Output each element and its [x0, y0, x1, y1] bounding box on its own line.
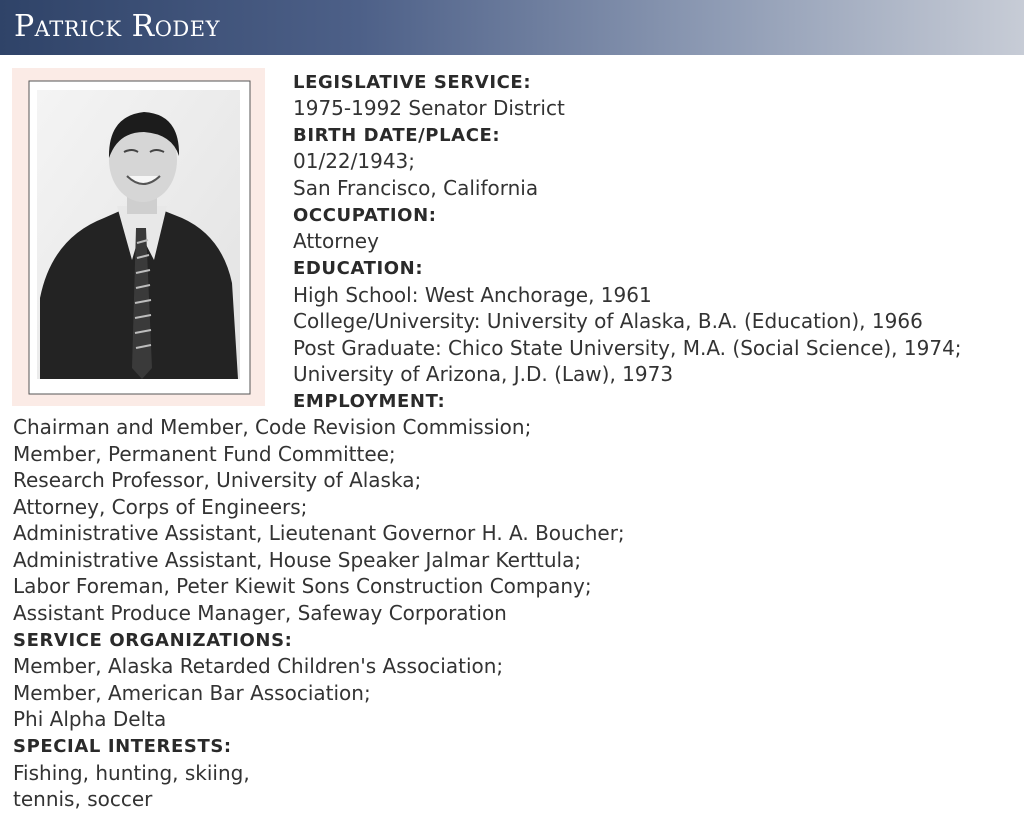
text-line: Research Professor, University of Alaska; [13, 468, 422, 492]
text-line: Labor Foreman, Peter Kiewit Sons Construction Company; [13, 574, 592, 598]
text-line: Assistant Produce Manager, Safeway Corporation [13, 601, 507, 625]
section-heading: BIRTH DATE/PLACE: [293, 125, 501, 146]
text-line: Attorney [293, 229, 379, 253]
text-line: Phi Alpha Delta [13, 707, 167, 731]
section-heading: LEGISLATIVE SERVICE: [293, 72, 532, 93]
section-heading: SERVICE ORGANIZATIONS: [13, 630, 293, 651]
text-line: High School: West Anchorage, 1961 [293, 283, 652, 307]
text-line: tennis, soccer [13, 787, 153, 811]
text-line: Administrative Assistant, Lieutenant Governor H. A. Boucher; [13, 521, 625, 545]
text-line: Attorney, Corps of Engineers; [13, 495, 308, 519]
text-line: Member, American Bar Association; [13, 681, 371, 705]
text-line: Chairman and Member, Code Revision Commission; [13, 415, 532, 439]
section-heading: OCCUPATION: [293, 205, 437, 226]
text-line: Post Graduate: Chico State University, M.A. (Social Science), 1974; [293, 336, 962, 360]
page-title: Patrick Rodey [14, 9, 220, 44]
text-line: College/University: University of Alaska, B.A. (Education), 1966 [293, 309, 923, 333]
text-line: 01/22/1943; [293, 149, 416, 173]
text-line: University of Arizona, J.D. (Law), 1973 [293, 362, 674, 386]
section-heading: EMPLOYMENT: [293, 391, 446, 412]
section-heading: SPECIAL INTERESTS: [13, 736, 232, 757]
text-line: Member, Alaska Retarded Children's Association; [13, 654, 504, 678]
text-line: San Francisco, California [293, 176, 539, 200]
text-line: Administrative Assistant, House Speaker Jalmar Kerttula; [13, 548, 582, 572]
section-heading: EDUCATION: [293, 258, 424, 279]
text-line: Fishing, hunting, skiing, [13, 761, 250, 785]
text-line: 1975-1992 Senator District [293, 96, 565, 120]
text-line: Member, Permanent Fund Committee; [13, 442, 396, 466]
